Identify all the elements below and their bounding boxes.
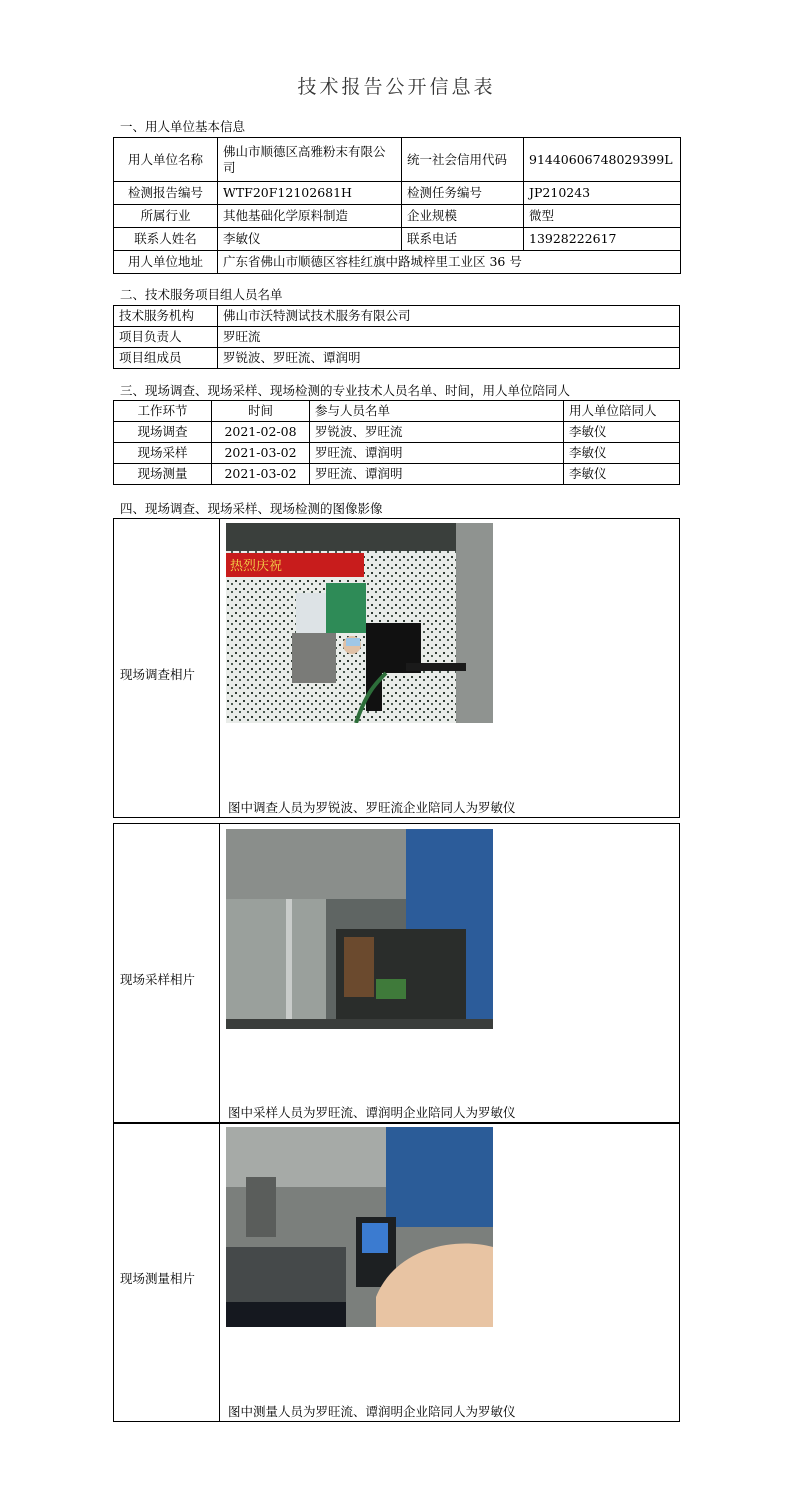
org-value: 佛山市沃特测试技术服务有限公司 xyxy=(218,306,680,327)
basic-info-table xyxy=(113,137,681,274)
section3-heading: 三、现场调查、现场采样、现场检测的专业技术人员名单、时间，用人单位陪同人 xyxy=(120,383,571,398)
row-date: 2021-03-02 xyxy=(212,443,310,464)
address-value: 广东省佛山市顺德区容桂红旗中路城梓里工业区 36 号 xyxy=(218,251,681,274)
phone-label: 联系电话 xyxy=(402,228,524,251)
members-label: 项目组成员 xyxy=(114,348,218,369)
task-no-label: 检测任务编号 xyxy=(402,182,524,205)
section2-heading: 二、技术服务项目组人员名单 xyxy=(120,287,283,302)
table-row xyxy=(114,251,681,274)
fieldwork-table xyxy=(113,400,680,485)
row-stage: 现场采样 xyxy=(114,443,212,464)
row-stage: 现场测量 xyxy=(114,464,212,485)
table-row xyxy=(114,348,680,369)
photo-caption-measurement: 图中测量人员为罗旺流、谭润明企业陪同人为罗敏仪 xyxy=(228,1404,516,1419)
table-row xyxy=(114,138,681,182)
row-date: 2021-03-02 xyxy=(212,464,310,485)
row-participants: 罗旺流、谭润明 xyxy=(310,464,564,485)
header-escort: 用人单位陪同人 xyxy=(564,401,680,422)
table-row xyxy=(114,306,680,327)
scale-label: 企业规模 xyxy=(402,205,524,228)
table-row xyxy=(114,327,680,348)
row-escort: 李敏仪 xyxy=(564,443,680,464)
employer-name-label: 用人单位名称 xyxy=(114,138,218,182)
divider xyxy=(219,823,220,1123)
task-no-value: JP210243 xyxy=(524,182,681,205)
sampling-photo xyxy=(226,829,493,1029)
industry-value: 其他基础化学原料制造 xyxy=(218,205,402,228)
table-header-row xyxy=(114,401,680,422)
team-table xyxy=(113,305,680,369)
row-participants: 罗锐波、罗旺流 xyxy=(310,422,564,443)
credit-code-label: 统一社会信用代码 xyxy=(402,138,524,182)
photo-label-survey: 现场调查相片 xyxy=(120,667,196,682)
lead-value: 罗旺流 xyxy=(218,327,680,348)
members-value: 罗锐波、罗旺流、谭润明 xyxy=(218,348,680,369)
table-row xyxy=(114,228,681,251)
scale-value: 微型 xyxy=(524,205,681,228)
table-row xyxy=(114,464,680,485)
svg-text:热烈庆祝: 热烈庆祝 xyxy=(230,559,283,574)
industry-label: 所属行业 xyxy=(114,205,218,228)
row-escort: 李敏仪 xyxy=(564,464,680,485)
header-participants: 参与人员名单 xyxy=(310,401,564,422)
credit-code-value: 91440606748029399L xyxy=(524,138,681,182)
section4-heading: 四、现场调查、现场采样、现场检测的图像影像 xyxy=(120,501,383,516)
header-date: 时间 xyxy=(212,401,310,422)
org-label: 技术服务机构 xyxy=(114,306,218,327)
table-row xyxy=(114,205,681,228)
contact-name-label: 联系人姓名 xyxy=(114,228,218,251)
survey-photo xyxy=(226,523,493,723)
photo-caption-sampling: 图中采样人员为罗旺流、谭润明企业陪同人为罗敏仪 xyxy=(228,1105,516,1120)
photo-label-sampling: 现场采样相片 xyxy=(120,972,196,987)
contact-name-value: 李敏仪 xyxy=(218,228,402,251)
row-escort: 李敏仪 xyxy=(564,422,680,443)
header-stage: 工作环节 xyxy=(114,401,212,422)
photo-caption-survey: 图中调查人员为罗锐波、罗旺流企业陪同人为罗敏仪 xyxy=(228,800,516,815)
lead-label: 项目负责人 xyxy=(114,327,218,348)
table-row xyxy=(114,182,681,205)
row-date: 2021-02-08 xyxy=(212,422,310,443)
page-title: 技术报告公开信息表 xyxy=(297,76,496,98)
divider xyxy=(219,1122,220,1421)
divider xyxy=(219,518,220,817)
table-row xyxy=(114,422,680,443)
address-label: 用人单位地址 xyxy=(114,251,218,274)
report-no-label: 检测报告编号 xyxy=(114,182,218,205)
table-row xyxy=(114,443,680,464)
employer-name-value: 佛山市顺德区高雅粉末有限公司 xyxy=(218,138,402,182)
phone-value: 13928222617 xyxy=(524,228,681,251)
section1-heading: 一、用人单位基本信息 xyxy=(120,119,246,134)
report-no-value: WTF20F12102681H xyxy=(218,182,402,205)
row-participants: 罗旺流、谭润明 xyxy=(310,443,564,464)
row-stage: 现场调查 xyxy=(114,422,212,443)
measurement-photo xyxy=(226,1127,493,1327)
photo-label-measurement: 现场测量相片 xyxy=(120,1271,196,1286)
